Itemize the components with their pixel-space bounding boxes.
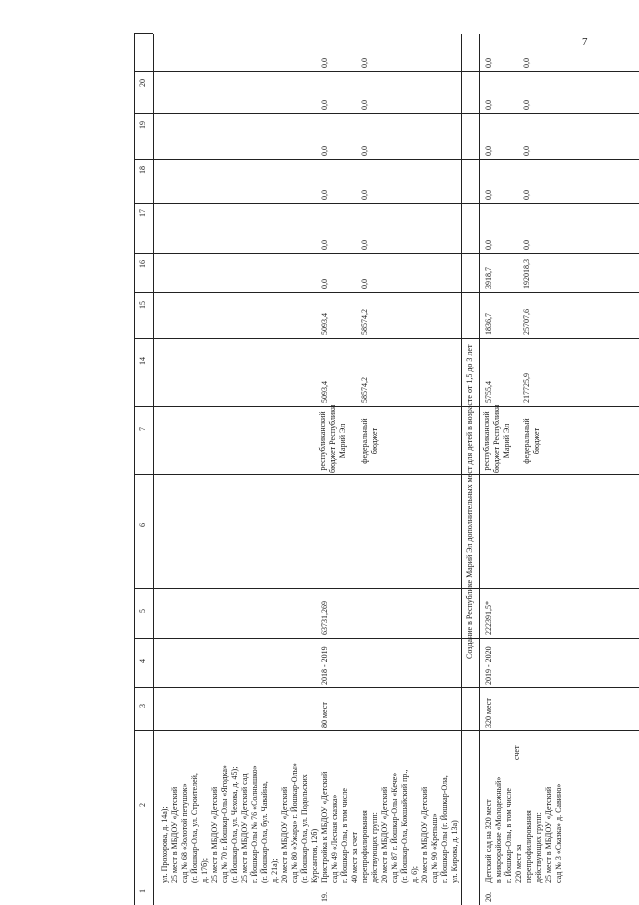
row20-r1-value: 0,0	[484, 58, 493, 68]
continuation-line: 25 мест в МБДОУ «Детский	[210, 786, 219, 883]
row19-r2-value: 0,0	[360, 100, 369, 110]
col-sep	[134, 113, 639, 114]
row20-desc: Детский сад на 320 мест	[484, 799, 493, 883]
col-sep	[134, 406, 639, 407]
row20-source-name: федеральный	[522, 418, 531, 464]
row19-period: 2018 - 2019	[320, 646, 329, 685]
continuation-line: сад № 80 «Ужара» г. Йошкар-Олы»	[290, 763, 299, 883]
row20-r1-value: 0,0	[484, 240, 493, 250]
row19-source-name: бюджет	[370, 427, 379, 455]
row20-desc: г. Йошкар-Олы, в том числе	[504, 788, 513, 883]
header-col-3: 3	[138, 704, 147, 708]
row19-cost: 63731,269	[320, 601, 329, 635]
row19-r1-value: 0,0	[320, 240, 329, 250]
row20-desc: в микрорайоне «Молодежный»	[494, 776, 503, 883]
row-number: 19.	[320, 892, 329, 902]
col-sep	[134, 292, 639, 293]
row20-desc: сад № 3 «Сказка» д. Савино»	[554, 783, 563, 883]
continuation-line: 20 мест в МБДОУ «Детский	[280, 786, 289, 883]
row20-capacity: 320 мест	[484, 698, 493, 728]
row19-desc: перепрофилирования	[360, 810, 369, 883]
row19-r1-value: 0,0	[320, 190, 329, 200]
row19-source-name: республиканский	[318, 411, 327, 471]
row19-desc: 20 мест в МБДОУ «Детский	[380, 786, 389, 883]
continuation-line: д. 21а);	[270, 858, 279, 883]
row19-r2-value: 58574,2	[360, 377, 369, 403]
row19-desc: (г. Йошкар-Ола, Кокшайский пр.,	[400, 769, 409, 883]
continuation-line: (г. Йошкар-Ола, бул. Чавайна,	[260, 781, 269, 883]
row19-source-name: федеральный	[360, 418, 369, 464]
row19-desc: г. Йошкар-Олы, в том числе	[340, 788, 349, 883]
continuation-line: (г. Йошкар-Ола, ул. Чехова, д. 45);	[230, 766, 239, 883]
row20-source-name: бюджет	[532, 427, 541, 455]
row19-desc: г. Йошкар-Олы (г. Йошкар-Ола,	[440, 775, 449, 883]
col-sep	[134, 253, 639, 254]
row19-r2-value: 0,0	[360, 58, 369, 68]
row19-desc: ул. Кирова, д. 13а)	[450, 820, 459, 883]
row19-desc: д. 6);	[410, 866, 419, 883]
row19-desc: сад № 90 «Крепыш»	[430, 813, 439, 883]
row19-r1-value: 0,0	[320, 146, 329, 156]
row20-desc: перепрофилирования	[524, 810, 533, 883]
section-line-bottom	[479, 34, 480, 905]
row-number: 20.	[484, 892, 493, 902]
header-col-16: 16	[138, 260, 147, 268]
continuation-line: г. Йошкар-Олы № 76 «Солнышко»	[250, 765, 259, 883]
continuation-line: 25 мест в МБДОУ «Детский сад	[240, 773, 249, 883]
row20-r1-value: 5755,4	[484, 381, 493, 403]
header-col-2: 2	[138, 803, 147, 807]
row19-r2-value: 0,0	[360, 190, 369, 200]
row19-capacity: 80 мест	[320, 702, 329, 728]
row19-r2-value: 0,0	[360, 240, 369, 250]
row20-desc: действующих групп:	[534, 812, 543, 883]
section-title: Создание в Республике Марий Эл дополнительных мест для детей в возрасте от 1,5 до 3 лет	[465, 344, 474, 659]
col-sep	[134, 203, 639, 204]
row19-r2-value: 58574,2	[360, 309, 369, 335]
row19-source-name: бюджет Республики	[328, 404, 337, 473]
row20-source-name: республиканский	[482, 411, 491, 471]
row19-desc: 20 мест в МБДОУ «Детский	[420, 786, 429, 883]
row19-desc: сад № 49 «Лесная сказка»	[330, 794, 339, 883]
header-col-15: 15	[138, 301, 147, 309]
col-sep	[134, 474, 639, 475]
row20-r2-value: 0,0	[522, 58, 531, 68]
row20-r1-value: 1836,7	[484, 313, 493, 335]
row20-desc-extra: счет	[512, 745, 521, 760]
continuation-line: сад № 70 г. Йошкар-Олы «Ягодка»	[220, 765, 229, 883]
col-sep	[134, 638, 639, 639]
row19-desc: 40 мест за счет	[350, 831, 359, 883]
continuation-line: 25 мест в МБДОУ «Детский	[170, 786, 179, 883]
row20-source-name: бюджет Республики	[492, 404, 501, 473]
row20-r2-value: 192018,3	[522, 259, 531, 289]
row20-period: 2019 - 2020	[484, 646, 493, 685]
row20-r2-value: 0,0	[522, 240, 531, 250]
row19-r2-value: 0,0	[360, 279, 369, 289]
col-sep	[134, 588, 639, 589]
header-col-20: 20	[138, 79, 147, 87]
col-sep	[134, 730, 639, 731]
header-col-19: 19	[138, 121, 147, 129]
continuation-line: д. 17б);	[200, 857, 209, 883]
row19-desc: сад № 87 г. Йошкар-Олы «Кече»	[390, 772, 399, 883]
row20-r2-value: 25707,6	[522, 309, 531, 335]
row19-r1-value: 0,0	[320, 279, 329, 289]
header-col-5: 5	[138, 609, 147, 613]
section-line-top	[461, 34, 462, 905]
row20-r2-value: 0,0	[522, 100, 531, 110]
col-sep	[134, 338, 639, 339]
row19-desc: Пристройка к МБДОУ «Детский	[320, 771, 329, 883]
header-col-7: 7	[138, 427, 147, 431]
row20-desc: 220 мест за	[514, 844, 523, 883]
row19-r1-value: 5093,4	[320, 313, 329, 335]
row19-r1-value: 0,0	[320, 58, 329, 68]
row19-r1-value: 5093,4	[320, 381, 329, 403]
row20-desc: 25 мест в МБДОУ «Детский	[544, 786, 553, 883]
row19-r2-value: 0,0	[360, 146, 369, 156]
frame-right-border	[134, 33, 153, 34]
row20-r2-value: 0,0	[522, 190, 531, 200]
header-col-18: 18	[138, 166, 147, 174]
col-sep	[134, 159, 639, 160]
table-top-border	[134, 34, 135, 905]
header-col-1: 1	[138, 889, 147, 893]
header-col-14: 14	[138, 357, 147, 365]
header-bottom-border	[153, 34, 154, 905]
row20-r1-value: 0,0	[484, 190, 493, 200]
row20-r1-value: 3918,7	[484, 267, 493, 289]
page-number: 7	[582, 36, 588, 48]
continuation-line: (г. Йошкар-Ола, ул. Подольских	[300, 774, 309, 883]
row20-r2-value: 0,0	[522, 146, 531, 156]
row19-source-name: Марий Эл	[338, 423, 347, 459]
continuation-line: (г. Йошкар-Ола, ул. Строителей,	[190, 773, 199, 883]
header-col-4: 4	[138, 659, 147, 663]
row20-cost: 222391,5*	[484, 601, 493, 635]
header-col-17: 17	[138, 209, 147, 217]
row20-r1-value: 0,0	[484, 100, 493, 110]
continuation-line: Курсантов, 12б)	[310, 828, 319, 883]
col-sep	[134, 71, 639, 72]
row19-r1-value: 0,0	[320, 100, 329, 110]
row20-r2-value: 217725,9	[522, 373, 531, 403]
row20-r1-value: 0,0	[484, 146, 493, 156]
row20-source-name: Марий Эл	[502, 423, 511, 459]
continuation-line: сад № 68 «Золотой петушок»	[180, 783, 189, 883]
col-sep	[134, 687, 639, 688]
continuation-line: ул. Прохорова, д. 14а);	[160, 806, 169, 883]
header-col-6: 6	[138, 523, 147, 527]
row19-desc: действующих групп:	[370, 812, 379, 883]
